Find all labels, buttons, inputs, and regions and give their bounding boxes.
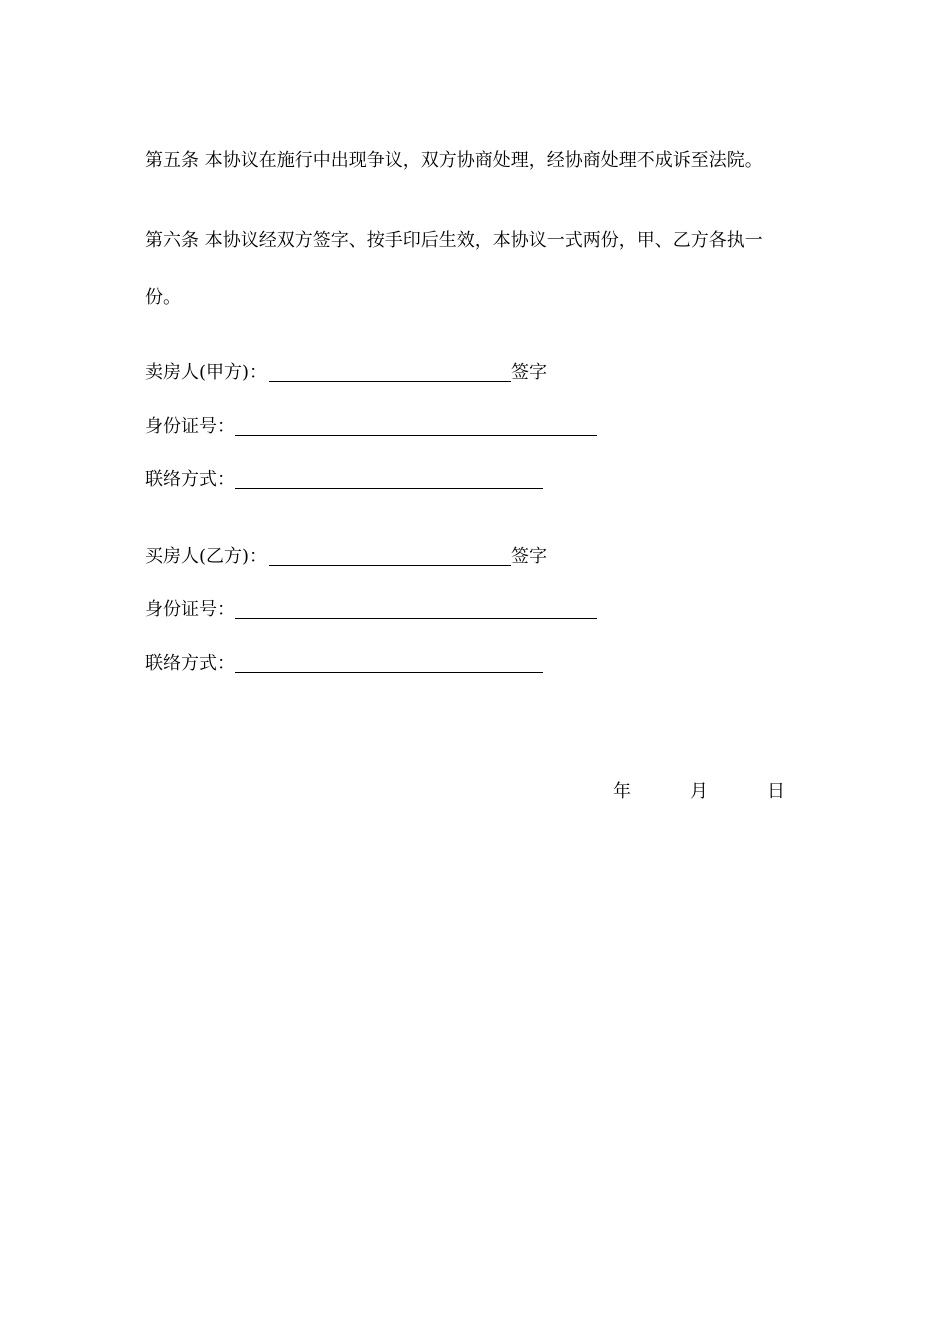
- seller-name-label: 卖房人(甲方)：: [145, 362, 268, 383]
- seller-name-blank[interactable]: [269, 363, 511, 382]
- buyer-id-blank[interactable]: [235, 600, 597, 619]
- buyer-contact-row: [145, 652, 543, 676]
- seller-sign-label: 签字: [511, 362, 548, 383]
- seller-contact-blank[interactable]: [235, 470, 543, 489]
- date-day-label: 日: [767, 781, 785, 802]
- seller-name-row: [145, 361, 547, 385]
- buyer-name-label: 买房人(乙方)：: [145, 546, 268, 567]
- buyer-sign-label: 签字: [511, 546, 548, 567]
- buyer-contact-label: 联络方式：: [145, 653, 235, 674]
- date-month-label: 月: [690, 781, 708, 802]
- clause-article-5: 第五条 本协议在施行中出现争议，双方协商处理，经协商处理不成诉至法院。: [145, 150, 763, 171]
- seller-id-blank[interactable]: [235, 417, 597, 436]
- buyer-name-blank[interactable]: [269, 547, 511, 566]
- buyer-id-label: 身份证号：: [145, 599, 235, 620]
- date-year-label: 年: [613, 781, 631, 802]
- buyer-contact-blank[interactable]: [235, 654, 543, 673]
- buyer-id-row: [145, 598, 597, 622]
- buyer-name-row: [145, 545, 547, 569]
- seller-contact-label: 联络方式：: [145, 469, 235, 490]
- seller-id-row: [145, 415, 597, 439]
- clause-article-6-line-2: 份。: [145, 287, 181, 308]
- seller-contact-row: [145, 468, 543, 492]
- seller-id-label: 身份证号：: [145, 416, 235, 437]
- clause-article-6-line-1: 第六条 本协议经双方签字、按手印后生效，本协议一式两份，甲、乙方各执一: [145, 230, 763, 251]
